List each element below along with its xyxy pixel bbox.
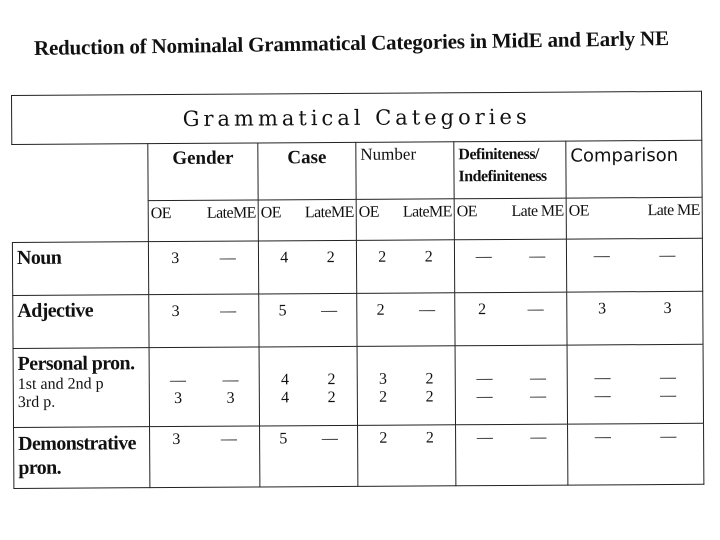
cell-value: — xyxy=(220,302,237,320)
subheader-oe: OE xyxy=(150,205,171,223)
cell-value: — xyxy=(593,247,610,265)
cell-value: — xyxy=(476,429,493,447)
cell-value: 3 xyxy=(378,370,388,388)
cell-value: 2 xyxy=(327,389,336,407)
table-cell xyxy=(357,293,455,347)
cell-value: — xyxy=(530,387,547,405)
cell-value: 5 xyxy=(279,430,288,448)
table-cell xyxy=(149,294,259,348)
cell-value: — xyxy=(220,430,237,448)
category-comparison: Comparison xyxy=(566,140,702,198)
personal-sub-1: 1st and 2nd p xyxy=(17,375,104,393)
cell-value: 2 xyxy=(376,301,385,319)
table-cell xyxy=(356,240,454,294)
cell-value: — xyxy=(660,427,677,446)
row-label-noun: Noun xyxy=(12,242,148,296)
table-cell xyxy=(455,345,567,425)
demonstrative-line-1: Demonstrative xyxy=(18,432,136,455)
table-cell xyxy=(358,425,456,487)
category-definiteness xyxy=(454,141,566,199)
cell-value: — xyxy=(594,369,611,387)
table-cell xyxy=(259,346,357,426)
table-cell xyxy=(259,293,357,347)
cell-value: 2 xyxy=(327,371,336,389)
table-cell xyxy=(258,240,356,294)
cell-value: 2 xyxy=(379,388,388,406)
cell-value: — xyxy=(419,301,436,319)
subheader-oe: OE xyxy=(260,204,281,222)
table-cell xyxy=(150,426,260,488)
table-cell xyxy=(455,292,567,346)
cell-value: — xyxy=(219,249,236,267)
table-cell xyxy=(454,239,566,293)
table-cell xyxy=(357,346,455,426)
category-gender: Gender xyxy=(148,143,258,201)
table-cell xyxy=(568,423,704,485)
cell-value: 2 xyxy=(424,248,433,266)
table-cell xyxy=(566,238,702,292)
cell-value: 2 xyxy=(379,429,388,447)
cell-value: — xyxy=(530,428,547,446)
cell-value: 2 xyxy=(425,370,434,388)
subheader-lateme: LateME xyxy=(206,204,256,222)
row-label-demonstrative xyxy=(14,427,150,489)
cell-value: — xyxy=(529,247,546,265)
subheader-lateme: LateME xyxy=(304,203,354,222)
table-cell xyxy=(567,344,704,424)
table-header: Grammatical Categories xyxy=(12,91,702,144)
cell-value: 3 xyxy=(226,389,235,407)
cell-value: 2 xyxy=(425,429,434,447)
table-cell xyxy=(148,241,258,295)
table-cell xyxy=(456,424,568,486)
subheader-comparison xyxy=(566,197,702,239)
subheader-definiteness xyxy=(454,198,566,240)
table-cell xyxy=(567,291,703,345)
cell-value: — xyxy=(321,302,338,320)
subheader-lateme: LateME xyxy=(402,203,452,221)
cell-value: 3 xyxy=(663,299,672,318)
cell-value: — xyxy=(475,248,492,266)
cell-value: 4 xyxy=(281,389,290,407)
cell-value: — xyxy=(594,387,611,405)
row-label-adjective: Adjective xyxy=(13,295,149,349)
personal-label: Personal pron. xyxy=(17,352,135,375)
subheader-oe: OE xyxy=(358,203,379,221)
cell-value: 3 xyxy=(598,300,607,318)
cell-value: 3 xyxy=(171,249,180,268)
definiteness-line-2: Indefiniteness xyxy=(458,167,547,186)
cell-value: 5 xyxy=(278,302,287,320)
demonstrative-line-2: pron. xyxy=(18,456,62,479)
row-label-personal xyxy=(13,348,149,428)
cell-value: 3 xyxy=(171,302,180,321)
category-case: Case xyxy=(258,142,356,200)
cell-value: 3 xyxy=(174,389,183,408)
cell-value: 4 xyxy=(280,249,289,267)
cell-value: 2 xyxy=(378,248,387,266)
cell-value: 2 xyxy=(478,301,487,319)
category-number: Number xyxy=(356,142,454,200)
cell-value: — xyxy=(529,369,547,387)
table-cell xyxy=(260,425,358,487)
table-cell xyxy=(149,347,259,427)
page-title: Reduction of Nominalal Grammatical Categories in MidE and Early NE xyxy=(33,26,669,60)
corner-cell xyxy=(12,144,149,243)
cell-value: — xyxy=(476,388,493,406)
subheader-number xyxy=(356,199,454,241)
cell-value: — xyxy=(659,246,676,265)
cell-value: — xyxy=(594,428,611,446)
cell-value: 4 xyxy=(280,371,290,389)
cell-value: — xyxy=(476,370,493,388)
subheader-oe: OE xyxy=(568,202,589,220)
cell-value: — xyxy=(169,371,187,390)
subheader-lateme: Late ME xyxy=(511,202,564,220)
subheader-lateme: Late ME xyxy=(647,201,700,220)
categories-table xyxy=(11,91,704,489)
cell-value: — xyxy=(527,300,544,318)
subheader-oe: OE xyxy=(456,203,477,221)
cell-value: — xyxy=(321,430,338,448)
definiteness-line-1: Definiteness/ xyxy=(458,145,540,164)
subheader-case xyxy=(258,199,356,241)
subheader-gender xyxy=(148,200,258,242)
personal-sub-2: 3rd p. xyxy=(17,393,56,411)
cell-value: 2 xyxy=(425,388,434,406)
cell-value: — xyxy=(660,386,677,405)
cell-value: — xyxy=(659,368,677,387)
cell-value: 3 xyxy=(172,430,181,449)
cell-value: 2 xyxy=(326,249,335,267)
cell-value: — xyxy=(222,371,239,389)
